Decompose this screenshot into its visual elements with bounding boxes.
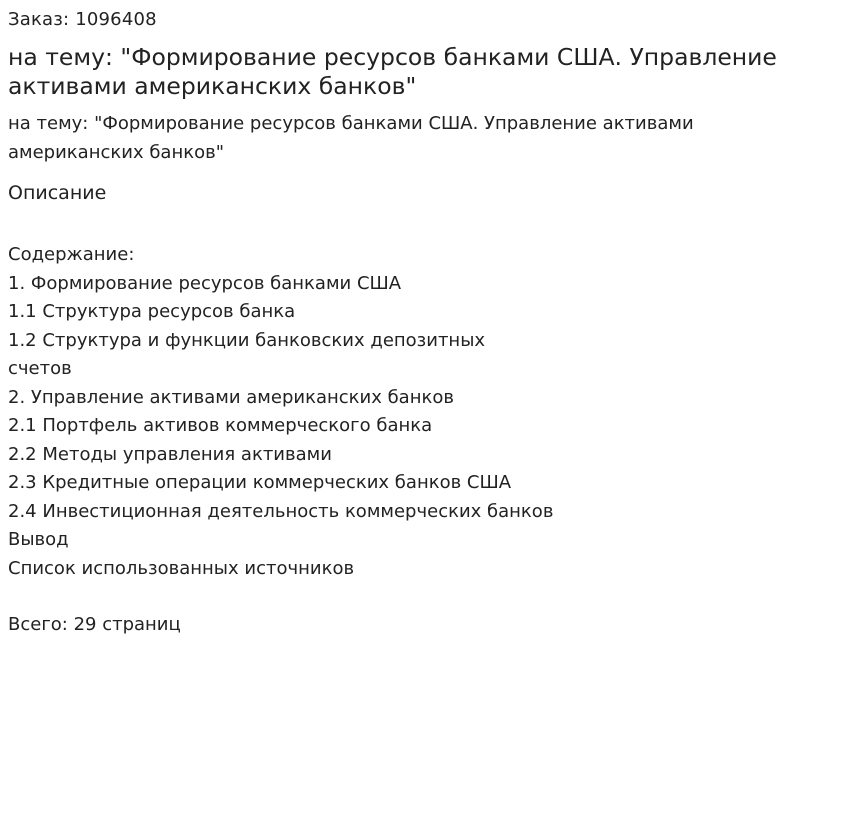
toc-item: 1.2 Структура и функции банковских депозитных счетов [8, 329, 486, 379]
toc-item: Список использованных источников [8, 557, 355, 579]
toc-item: 2.4 Инвестиционная деятельность коммерческих банков [8, 500, 554, 522]
order-number: Заказ: 1096408 [8, 9, 157, 30]
toc-item: 1.1 Структура ресурсов банка [8, 301, 296, 322]
document-subtitle: на тему: "Формирование ресурсов банками США. Управление активами американских банков" [8, 113, 694, 163]
contents-section [8, 241, 839, 583]
toc-item: 1. Формирование ресурсов банками США [8, 272, 402, 294]
table-of-contents [8, 270, 839, 584]
document-title: на тему: "Формирование ресурсов банками США. Управление активами американских банков" [8, 43, 777, 100]
toc-item: 2. Управление активами американских банков [8, 386, 454, 408]
toc-item: 2.2 Методы управления активами [8, 443, 332, 465]
toc-item: 2.3 Кредитные операции коммерческих банков США [8, 472, 512, 493]
description-heading: Описание [8, 182, 107, 204]
total-pages: Всего: 29 страниц [8, 614, 181, 635]
toc-item: 2.1 Портфель активов коммерческого банка [8, 415, 433, 436]
contents-heading: Содержание: [8, 244, 135, 265]
toc-item: Вывод [8, 529, 69, 550]
